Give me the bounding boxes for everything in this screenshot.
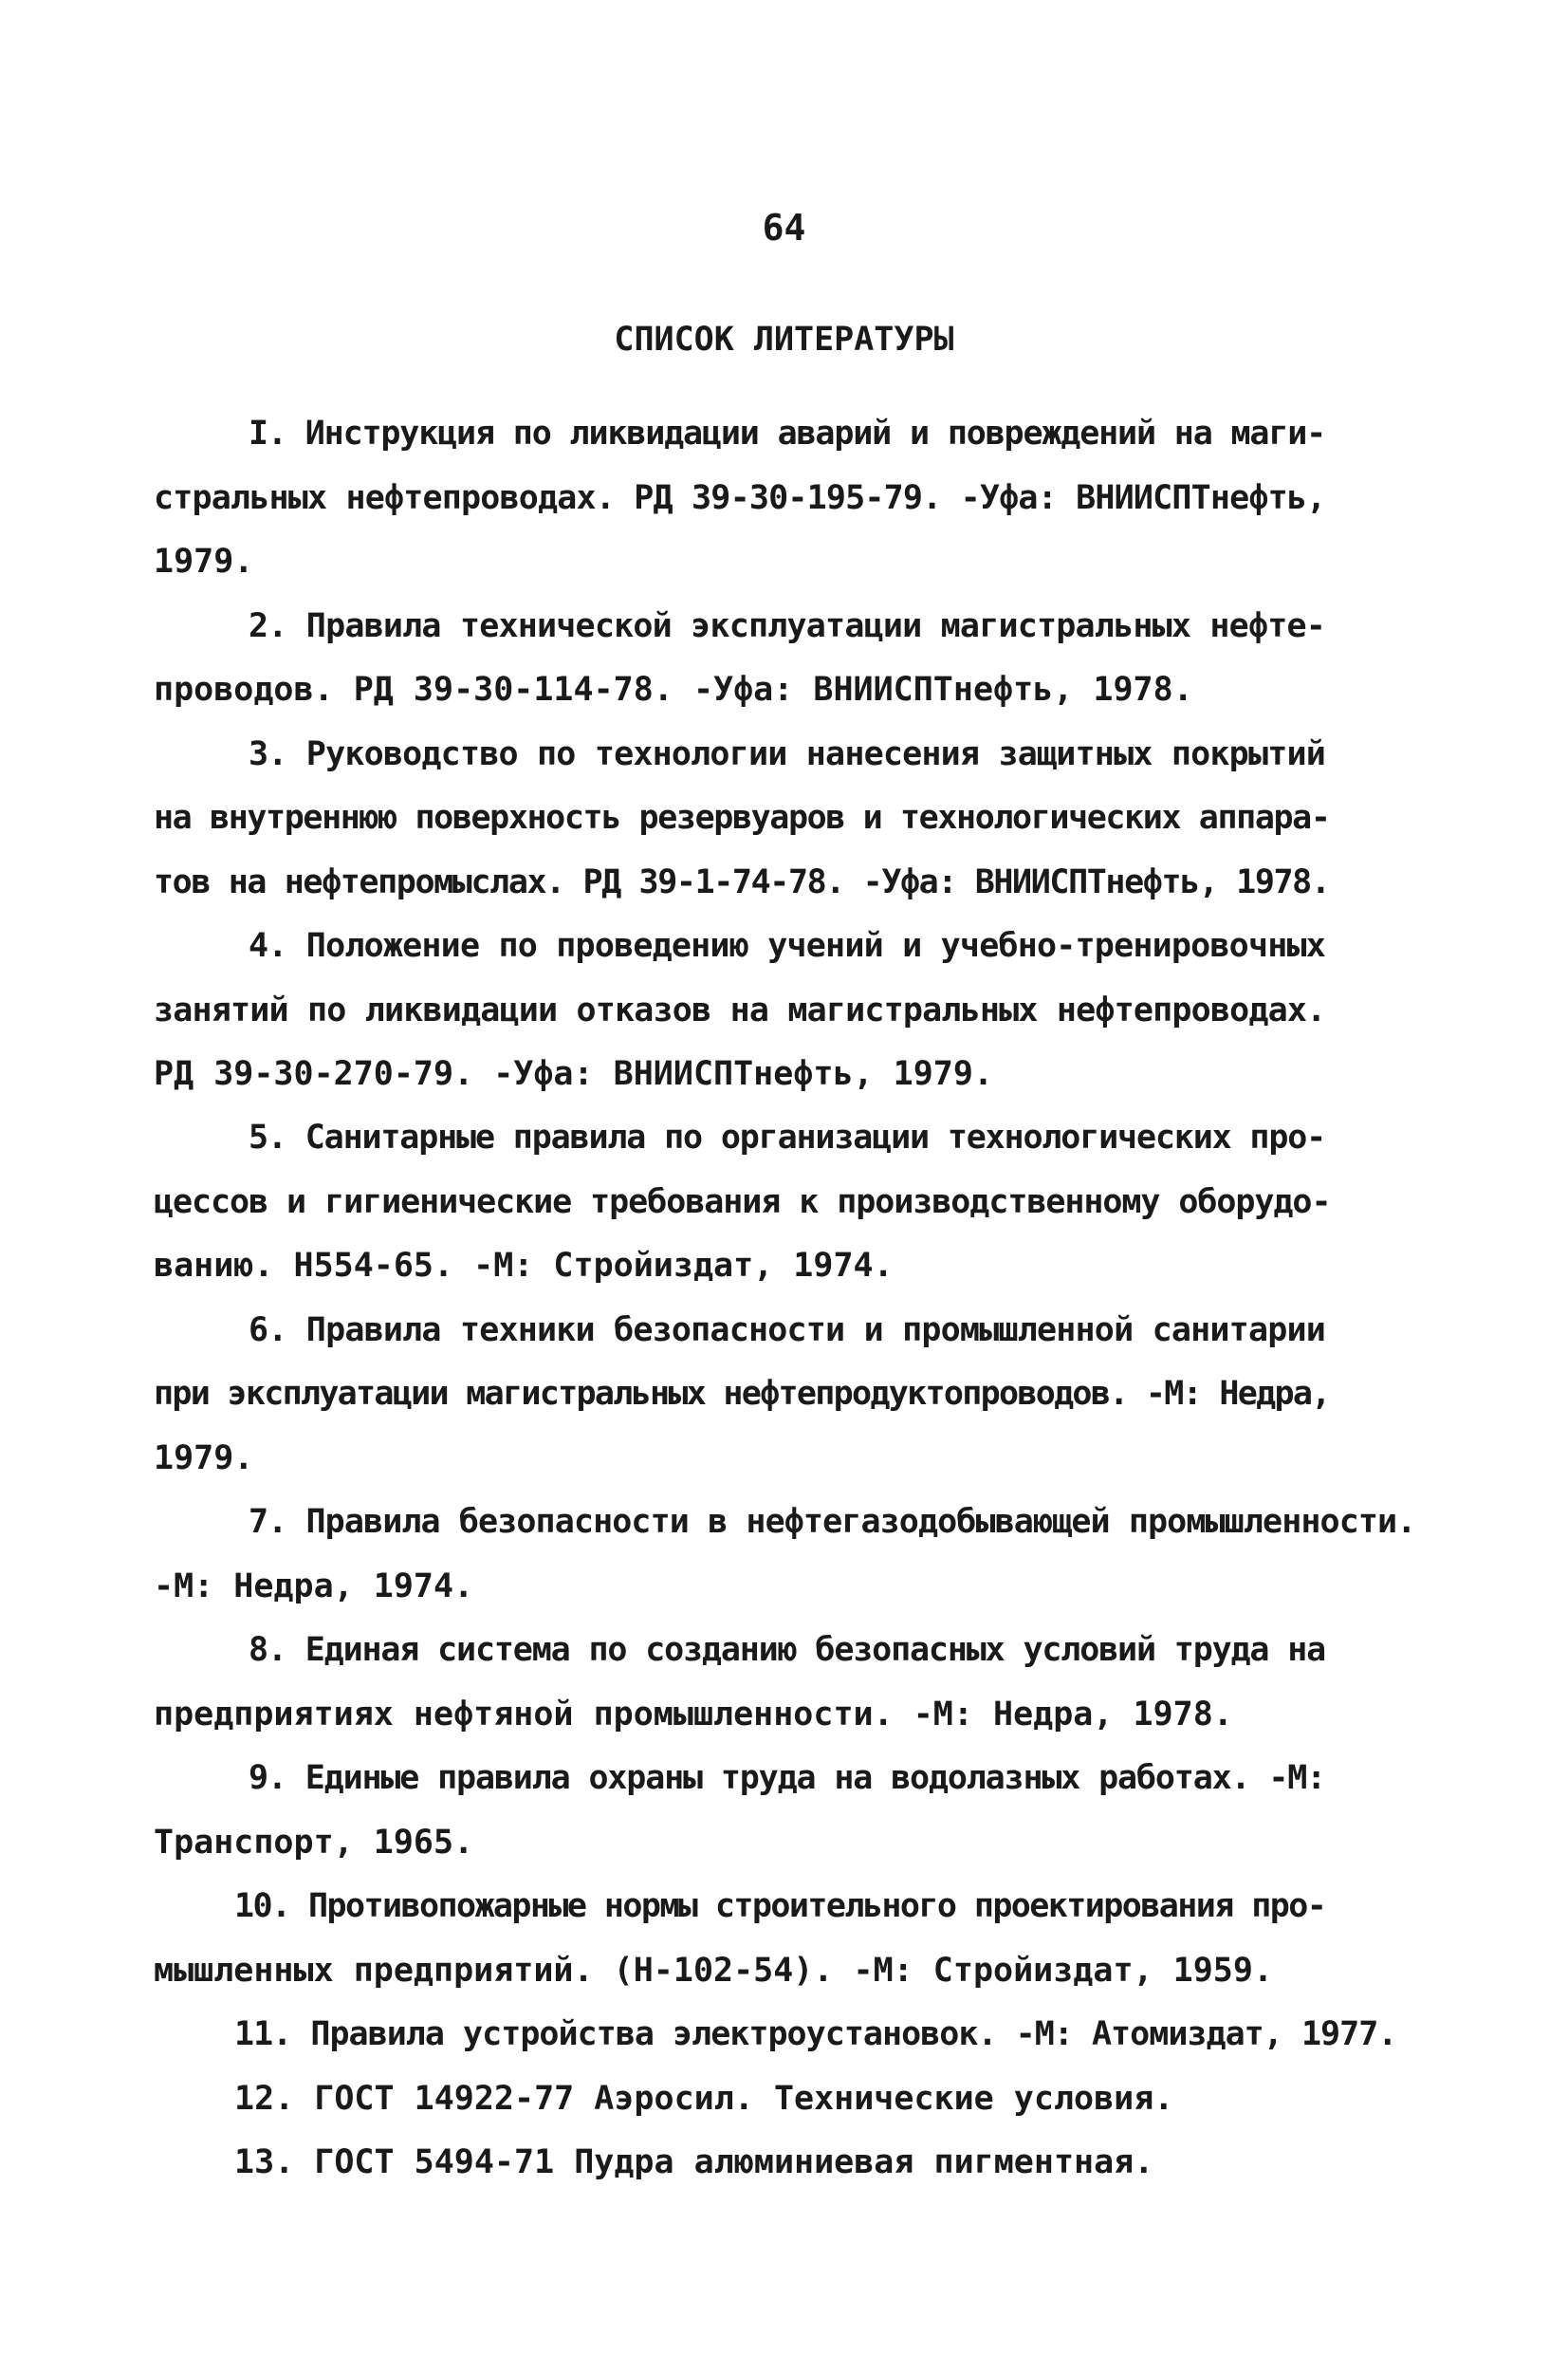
reference-line: мышленных предприятий. (Н-102-54). -М: Стройиздат, 1959.: [154, 1952, 1274, 1990]
reference-line: 6. Правила техники безопасности и промышленной санитарии: [249, 1311, 1326, 1349]
reference-line: проводов. РД 39-30-114-78. -Уфа: ВНИИСПТнефть, 1978.: [154, 671, 1193, 709]
reference-line: занятий по ликвидации отказов на магистральных нефтепроводах.: [154, 992, 1326, 1029]
reference-line: 3. Руководство по технологии нанесения защитных покрытий: [249, 735, 1326, 773]
reference-line: РД 39-30-270-79. -Уфа: ВНИИСПТнефть, 1979.: [154, 1055, 994, 1093]
reference-line: 2. Правила технической эксплуатации магистральных нефте-: [249, 607, 1326, 645]
reference-line: 8. Единая система по созданию безопасных условий труда на: [249, 1631, 1326, 1669]
reference-line: стральных нефтепроводах. РД 39-30-195-79. -Уфа: ВНИИСПТнефть,: [154, 479, 1326, 517]
page-title: СПИСОК ЛИТЕРАТУРЫ: [614, 321, 954, 359]
reference-line: 1979.: [154, 1439, 254, 1477]
reference-line: -М: Недра, 1974.: [154, 1567, 474, 1605]
reference-line: 1979.: [154, 543, 254, 581]
reference-line: 13. ГОСТ 5494-71 Пудра алюминиевая пигментная.: [234, 2143, 1154, 2181]
reference-line: 7. Правила безопасности в нефтегазодобывающей промышленности.: [249, 1503, 1416, 1541]
reference-line: Транспорт, 1965.: [154, 1824, 474, 1862]
reference-line: ванию. Н554-65. -М: Стройиздат, 1974.: [154, 1247, 894, 1285]
reference-line: 4. Положение по проведению учений и учебно-тренировочных: [249, 927, 1326, 965]
reference-line: I. Инструкция по ликвидации аварий и повреждений на маги-: [249, 415, 1326, 453]
reference-line: цессов и гигиенические требования к производственному оборудо-: [154, 1183, 1331, 1221]
reference-line: 12. ГОСТ 14922-77 Аэросил. Технические условия.: [234, 2080, 1174, 2118]
reference-line: предприятиях нефтяной промышленности. -М: Недра, 1978.: [154, 1696, 1233, 1733]
reference-line: на внутреннюю поверхность резервуаров и технологических аппара-: [154, 799, 1330, 837]
reference-line: 5. Санитарные правила по организации технологических про-: [249, 1119, 1326, 1157]
reference-line: тов на нефтепромыслах. РД 39-1-74-78. -Уфа: ВНИИСПТнефть, 1978.: [154, 863, 1330, 901]
page-number: 64: [762, 207, 806, 249]
reference-line: 11. Правила устройства электроустановок. -М: Атомиздат, 1977.: [234, 2015, 1397, 2053]
reference-line: при эксплуатации магистральных нефтепродуктопроводов. -М: Недра,: [154, 1375, 1330, 1413]
reference-line: 10. Противопожарные нормы строительного проектирования про-: [234, 1887, 1326, 1925]
reference-line: 9. Единые правила охраны труда на водолазных работах. -М:: [249, 1759, 1326, 1797]
